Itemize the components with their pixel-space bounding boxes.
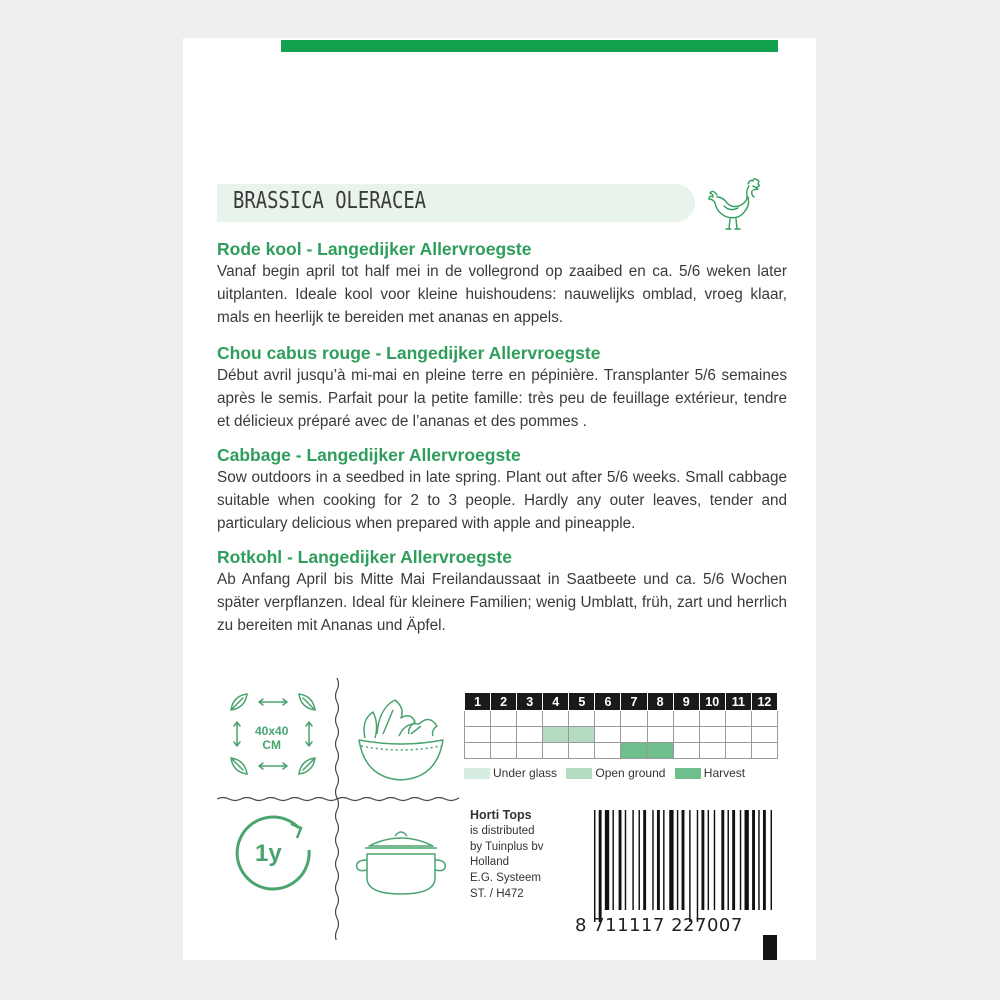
distributor-line: is distributed [470, 824, 535, 837]
calendar-cell [569, 743, 595, 759]
month-header-8: 8 [647, 693, 673, 711]
legend-under-glass [464, 766, 557, 780]
month-header-1: 1 [465, 693, 491, 711]
calendar-cell [621, 711, 647, 727]
barcode-bar [701, 810, 704, 910]
calendar-cell [621, 743, 647, 759]
section-body: Vanaf begin april tot half mei in de vollegrond op zaaibed en ca. 5/6 weken later uitplanten. Ideale kool voor kleine huishoudens: nauwelijks omblad, vroeg klaar, mals en heerlijk te bereiden met ananas en appels. [217, 263, 787, 326]
barcode-bar [745, 810, 749, 910]
calendar-cell [517, 727, 543, 743]
legend-harvest [675, 766, 745, 780]
calendar-row-harvest [465, 743, 778, 759]
calendar-cell [491, 727, 517, 743]
spacing-value: 40x40 [255, 724, 289, 738]
month-header-3: 3 [517, 693, 543, 711]
month-header-2: 2 [491, 693, 517, 711]
month-header-7: 7 [621, 693, 647, 711]
barcode-bar [763, 810, 766, 910]
barcode-bar [752, 810, 755, 910]
barcode-bar [758, 810, 759, 910]
calendar-cell [621, 727, 647, 743]
month-header-9: 9 [673, 693, 699, 711]
barcode-bar [599, 810, 602, 922]
salad-bowl-icon [351, 690, 451, 785]
top-green-bar [281, 40, 778, 52]
calendar-cell [517, 711, 543, 727]
month-header-6: 6 [595, 693, 621, 711]
month-header-12: 12 [751, 693, 777, 711]
legend-swatch [464, 768, 490, 779]
barcode-bar [714, 810, 715, 910]
calendar-row-open-ground [465, 727, 778, 743]
section-body: Sow outdoors in a seedbed in late spring. Plant out after 5/6 weeks. Small cabbage suitable when cooking for 2 to 3 people. Hardly any outer leaves, tender and particulary delicious when prepared with apple and pineapple. [217, 469, 787, 532]
barcode-bar [728, 810, 729, 910]
calendar-cell [647, 743, 673, 759]
calendar-cell [673, 711, 699, 727]
calendar-cell [569, 711, 595, 727]
legend-swatch [675, 768, 701, 779]
month-header-5: 5 [569, 693, 595, 711]
section-german [217, 546, 787, 637]
calendar-cell [595, 711, 621, 727]
barcode-bar [663, 810, 664, 910]
distributor-line: ST. / H472 [470, 887, 524, 900]
calendar-cell [465, 711, 491, 727]
cycle-label: 1y [255, 840, 282, 867]
spacing-label [255, 724, 288, 752]
calendar-cell [751, 743, 777, 759]
print-marker [763, 935, 777, 960]
distributor-line: by Tuinplus bv [470, 840, 544, 853]
calendar-cell [725, 711, 751, 727]
section-title: Rotkohl - Langedijker Allervroegste [217, 547, 512, 567]
wavy-divider-horizontal [217, 794, 459, 804]
species-name: BRASSICA OLERACEA [233, 188, 427, 214]
calendar-cell [647, 727, 673, 743]
calendar-cell [491, 711, 517, 727]
calendar-cell [699, 711, 725, 727]
barcode-bar [669, 810, 673, 910]
calendar-cell [673, 743, 699, 759]
calendar-cell [699, 743, 725, 759]
legend-swatch [566, 768, 592, 779]
calendar-cell [543, 743, 569, 759]
calendar-table [464, 692, 778, 759]
barcode-bar [682, 810, 685, 910]
section-dutch [217, 238, 787, 329]
section-title: Rode kool - Langedijker Allervroegste [217, 239, 532, 259]
calendar-cell [465, 727, 491, 743]
barcode-bar [677, 810, 678, 910]
calendar-cell [725, 743, 751, 759]
pictogram-grid [217, 678, 459, 940]
cooking-pot-icon [351, 814, 451, 904]
barcode-bar [625, 810, 626, 910]
barcode-bar [639, 810, 640, 910]
distributor-line: E.G. Systeem [470, 872, 541, 885]
section-french [217, 342, 787, 433]
calendar-cell [543, 711, 569, 727]
calendar-cell [725, 727, 751, 743]
barcode-bar [732, 810, 735, 910]
barcode-bar [643, 810, 646, 910]
barcode-bar [689, 810, 690, 922]
calendar-cell [673, 727, 699, 743]
calendar-cell [491, 743, 517, 759]
barcode-number: 8 711117 227007 [575, 915, 743, 936]
barcode-bar [657, 810, 660, 910]
barcode-bar [721, 810, 724, 910]
sowing-calendar [464, 692, 778, 759]
calendar-cell [517, 743, 543, 759]
barcode-bar [605, 810, 609, 910]
calendar-cell [569, 727, 595, 743]
calendar-cell [751, 727, 777, 743]
legend-label: Under glass [493, 766, 558, 780]
barcode-bar [594, 810, 595, 922]
legend-label: Harvest [703, 766, 746, 780]
barcode-bar [619, 810, 622, 910]
month-header-10: 10 [699, 693, 725, 711]
barcode-bar [697, 810, 698, 922]
calendar-cell [699, 727, 725, 743]
calendar-cell [647, 711, 673, 727]
calendar-cell [595, 743, 621, 759]
calendar-row-under-glass [465, 711, 778, 727]
calendar-legend [464, 766, 784, 780]
section-title: Chou cabus rouge - Langedijker Allervroegste [217, 343, 601, 363]
section-english [217, 444, 787, 535]
barcode-bar [708, 810, 709, 910]
barcode-bar [612, 810, 613, 910]
brand-name: Horti Tops [470, 808, 532, 822]
section-title: Cabbage - Langedijker Allervroegste [217, 445, 521, 465]
barcode-image [592, 810, 772, 930]
seed-packet-back [183, 38, 816, 960]
barcode-bar [740, 810, 741, 910]
barcode-bar [652, 810, 653, 910]
distributor-info [470, 808, 544, 903]
calendar-cell [595, 727, 621, 743]
barcode-bar [632, 810, 633, 910]
spacing-unit: CM [262, 738, 282, 752]
barcode-bar [771, 810, 772, 910]
wavy-divider-vertical [333, 678, 341, 940]
rooster-icon [708, 174, 764, 232]
calendar-month-row [465, 693, 778, 711]
calendar-cell [543, 727, 569, 743]
legend-label: Open ground [595, 766, 666, 780]
section-body: Ab Anfang April bis Mitte Mai Freilandaussaat in Saatbeete und ca. 5/6 Wochen später verpflanzen. Ideal für kleinere Familien; wenig Umblatt, früh, zart und herrlich zu bereiten mit Ananas und Äpfel. [217, 571, 787, 634]
calendar-cell [465, 743, 491, 759]
calendar-cell [751, 711, 777, 727]
month-header-4: 4 [543, 693, 569, 711]
legend-open-ground [566, 766, 665, 780]
distributor-line: Holland [470, 856, 509, 869]
section-body: Début avril jusqu’à mi-mai en pleine terre en pépinière. Transplanter 5/6 semaines après le semis. Parfait pour la petite famille: très peu de feuillage extérieur, tendre et délicieux préparé avec de l’ananas et des pommes . [217, 367, 787, 430]
month-header-11: 11 [725, 693, 751, 711]
